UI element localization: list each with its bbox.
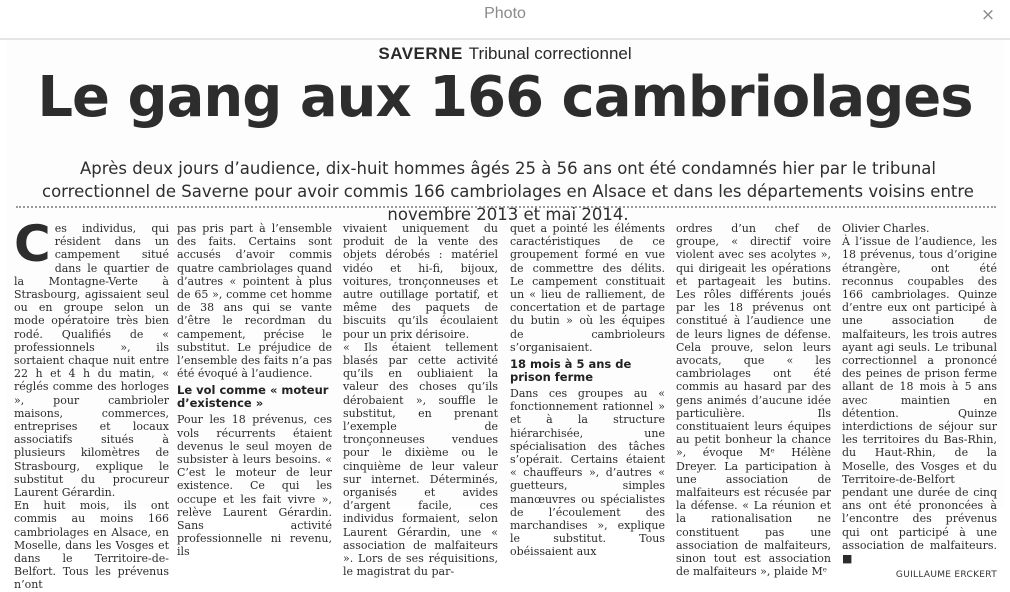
paragraph: pas pris part à l’ensemble des faits. Certains sont accusés d’avoir commis quatre cambriolages quand d’autres « pointent à plus de 65 », comme cet homme de 38 ans qui se vante d’être le recordman du campement, précise le substitut. Le préjudice de l’ensemble des faits n’a pas été évoqué à l’audience. xyxy=(177,222,332,381)
rubric: Tribunal correctionnel xyxy=(468,44,632,63)
article-headline: Le gang aux 166 cambriolages xyxy=(37,65,973,130)
subheading: Le vol comme « moteur d’existence » xyxy=(177,383,329,411)
article-column-5 xyxy=(676,222,831,578)
drop-cap: C xyxy=(14,215,51,273)
paragraph: quet a pointé les éléments caractéristiques de ce groupement formé en vue de commettre des délits. Le campement constituait un « lieu de ralliement, de concertation et de partage du butin » où les équipes de cambrioleurs s’organisaient. xyxy=(510,222,665,354)
paragraph: Pour les 18 prévenus, ces vols récurrents étaient devenus le seul moyen de subsister à leurs besoins. « C’est le moteur de leur existence. Ce qui les occupe et les fait vivre », relève Laurent Gérardin. Sans activité professionnelle ni revenu, ils xyxy=(177,413,332,559)
paragraph: vivaient uniquement du produit de la vente des objets dérobés : matériel vidéo et hi-fi, bijoux, voitures, tronçonneuses et autre outillage portatif, et même des paquets de biscuits qu’ils écoulaient pour un prix dérisoire. xyxy=(343,222,498,341)
article-column-3 xyxy=(343,222,498,578)
article-column-6 xyxy=(842,222,997,582)
article-column-4 xyxy=(510,222,665,559)
viewer-title: Photo xyxy=(484,5,526,22)
paragraph: es individus, qui résident dans un campement situé dans le quartier de la Montagne-Verte à Strasbourg, agissaient seul ou en groupe selon un mode opératoire très bien rodé. Qualifiés de « professionnels », ils sortaient chaque nuit entre 22 h et 4 h du matin, « réglés comme des horloges », pour cambrioler maisons, commerces, entreprises et locaux associatifs situés à plusieurs kilomètres de Strasbourg, explique le substitut du procureur Laurent Gérardin. xyxy=(14,222,169,500)
author-byline: GUILLAUME ERCKERT xyxy=(895,570,997,581)
paragraph: Dans ces groupes au « fonctionnement rationnel » et à la structure hiérarchisée, une spécialisation des tâches s’opérait. Certains étaient « chauffeurs », d’autres « guetteurs, simples manœuvres ou spécialistes de l’écoulement des marchandises », explique le substitut. Tous obéissaient aux xyxy=(510,387,665,559)
paragraph: « Ils étaient tellement blasés par cette activité qu’ils en oubliaient la valeur des choses qu’ils dérobaient », souffle le substitut, en prenant l’exemple de tronçonneuses vendues pour le dixième ou le cinquième de leur valeur sur internet. Déterminés, organisés et avides d’argent facile, ces individus formaient, selon Laurent Gérardin, une « association de malfaiteurs ». Lors de ses réquisitions, le magistrat du par- xyxy=(343,340,498,579)
article-kicker xyxy=(6,44,1004,64)
section-name: SAVERNE xyxy=(378,44,463,63)
paragraph: Olivier Charles. xyxy=(842,222,930,235)
close-icon[interactable]: × xyxy=(980,5,996,25)
article-lede: Après deux jours d’audience, dix-huit hommes âgés 25 à 56 ans ont été condamnés hier par le tribunal correctionnel de Saverne pour avoir commis 166 cambriolages en Alsace et dans les départements voisins entre novembre 2013 et mai 2014. xyxy=(42,159,974,224)
dotted-separator xyxy=(16,206,996,208)
article-column-2 xyxy=(177,222,332,559)
viewer-header xyxy=(0,0,1010,32)
paragraph: À l’issue de l’audience, les 18 prévenus, tous d’origine étrangère, ont été reconnus coupables des 166 cambriolages. Quinze d’entre eux ont participé à une association de malfaiteurs, les trois autres ayant agi seuls. Le tribunal correctionnel a prononcé des peines de prison ferme allant de 18 mois à 5 ans avec maintien en détention. Quinze interdictions de séjour sur les territoires du Bas-Rhin, du Haut-Rhin, de la Moselle, des Vosges et du Territoire-de-Belfort pendant une durée de cinq ans ont été prononcées à l’encontre des prévenus qui ont participé à une association de malfaiteurs. ■ xyxy=(842,235,997,566)
paragraph: ordres d’un chef de groupe, « directif voire violent avec ses acolytes », qui dirigeait les opérations et partageait les butins. Les rôles différents joués par les 18 prévenus ont constitué à l’audience une de leurs lignes de défense. Cela prouve, selon leurs avocats, que « les cambriolages ont été commis au hasard par des gens animés d’aucune idée particulière. Ils constituaient leurs équipes au petit bonheur la chance », évoque Mᵉ Hélène Dreyer. La participation à une association de malfaiteurs est récusée par la défense. « La réunion et la rationalisation ne constituent pas une association de malfaiteurs, sinon tout est association de malfaiteurs », plaide Mᵉ xyxy=(676,222,831,579)
paragraph: En huit mois, ils ont commis au moins 166 cambriolages en Alsace, en Moselle, dans les Vosges et dans le Territoire-de-Belfort. Tous les prévenus n’ont xyxy=(14,499,169,592)
newspaper-clipping xyxy=(6,40,1004,592)
article-column-1 xyxy=(14,215,169,592)
subheading: 18 mois à 5 ans de prison ferme xyxy=(510,357,632,385)
